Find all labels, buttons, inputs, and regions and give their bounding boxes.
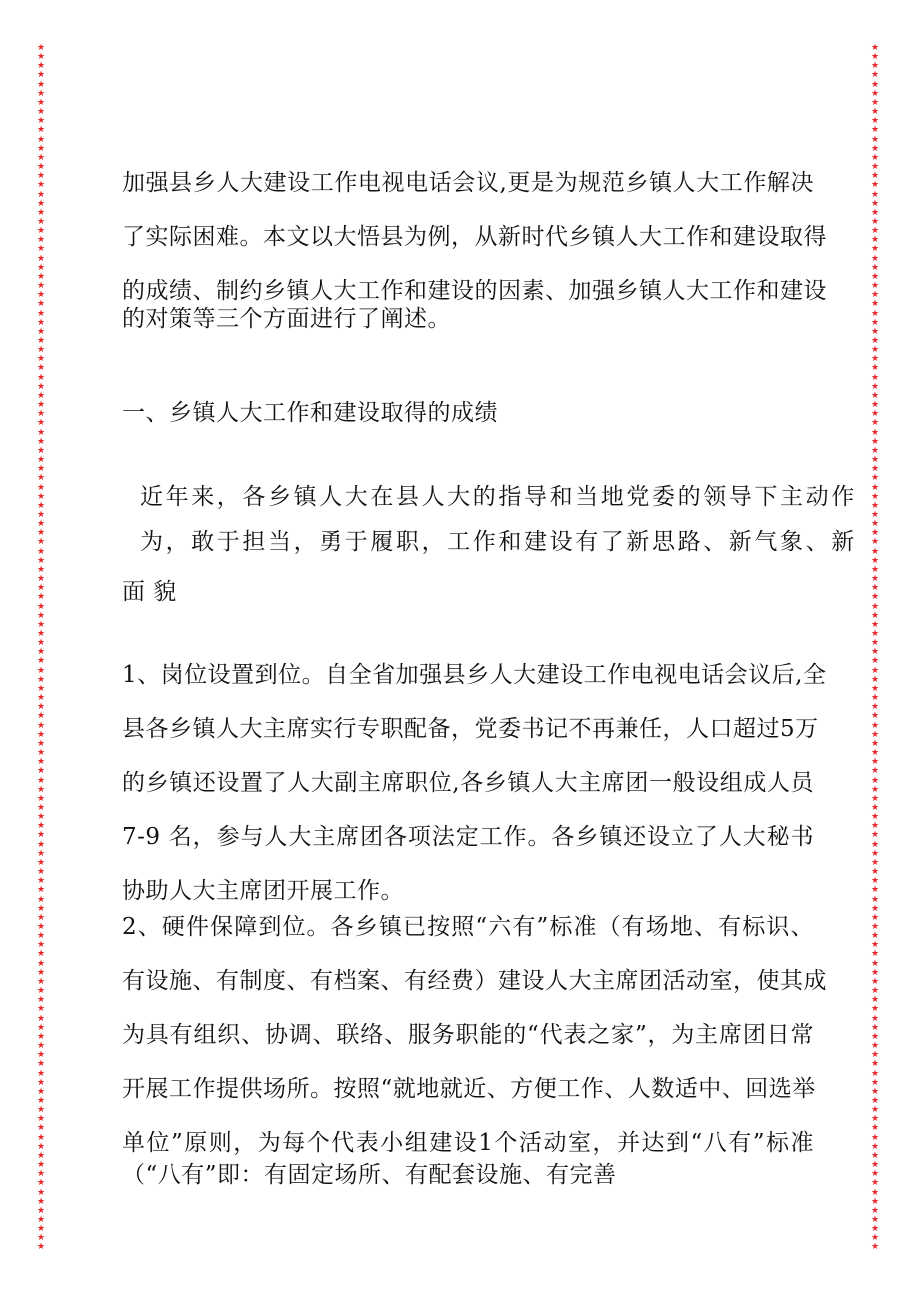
intro-line-4: 的对策等三个方面进行了阐述。 bbox=[122, 306, 451, 332]
recent-line-3: 面 貌 bbox=[122, 579, 177, 605]
item2-line-2: 有设施、有制度、有档案、有经费）建设人大主席团活动室，使其成 bbox=[122, 968, 827, 994]
item1-line-4: 7-9 名，参与人大主席团各项法定工作。各乡镇还设立了人大秘书 bbox=[122, 824, 814, 850]
item2-line-3: 为具有组织、协调、联络、服务职能的“代表之家”，为主席团日常 bbox=[122, 1022, 814, 1048]
item1-line-2: 县各乡镇人大主席实行专职配备，党委书记不再兼任，人口超过5万 bbox=[122, 716, 819, 742]
item2-line-6: （“八有”即：有固定场所、有配套设施、有完善 bbox=[122, 1162, 617, 1188]
intro-line-3: 的成绩、制约乡镇人大工作和建设的因素、加强乡镇人大工作和建设 bbox=[122, 278, 827, 304]
recent-line-2: 为，敢于担当，勇于履职，工作和建设有了新思路、新气象、新 bbox=[140, 529, 857, 555]
left-star-border: ★ ★ ★ ★ ★ ★ ★ ★ ★ ★ ★ ★ ★ ★ ★ ★ ★ ★ ★ ★ ★ ★ ★ ★ ★ ★ ★ ★ ★ ★ ★ ★ ★ ★ ★ ★ ★ ★ ★ ★ ★ ★ ★ ★ ★ ★ ★ ★ ★ ★ ★ ★ ★ ★ ★ ★ ★ ★ ★ ★ ★ ★ ★ ★ ★ ★ ★ ★ ★ ★ ★ ★ ★ ★ ★ ★ ★ ★ ★ ★ ★ ★ ★ ★ ★ ★ ★ ★ ★ ★ ★ ★ ★ ★ ★ ★ ★ ★ ★ ★ ★ ★ ★ ★ ★ ★ ★ ★ ★ ★ ★ ★ ★ ★ ★ ★ ★ ★ ★ ★ ★ ★ ★ ★ ★ ★ ★ ★ ★ ★ ★ ★ bbox=[36, 44, 46, 1253]
item2-line-5: 单位”原则，为每个代表小组建设1个活动室，并达到“八有”标准 bbox=[122, 1130, 814, 1156]
item1-line-3: 的乡镇还设置了人大副主席职位,各乡镇人大主席团一般设组成人员 bbox=[122, 770, 814, 796]
section-heading: 一、乡镇人大工作和建设取得的成绩 bbox=[122, 400, 498, 426]
item1-line-1: 1、岗位设置到位。自全省加强县乡人大建设工作电视电话会议后,全 bbox=[122, 662, 827, 688]
item2-line-4: 开展工作提供场所。按照“就地就近、方便工作、人数适中、回选举 bbox=[122, 1076, 816, 1102]
intro-line-1: 加强县乡人大建设工作电视电话会议,更是为规范乡镇人大工作解决 bbox=[122, 170, 814, 196]
right-star-border: ★ ★ ★ ★ ★ ★ ★ ★ ★ ★ ★ ★ ★ ★ ★ ★ ★ ★ ★ ★ ★ ★ ★ ★ ★ ★ ★ ★ ★ ★ ★ ★ ★ ★ ★ ★ ★ ★ ★ ★ ★ ★ ★ ★ ★ ★ ★ ★ ★ ★ ★ ★ ★ ★ ★ ★ ★ ★ ★ ★ ★ ★ ★ ★ ★ ★ ★ ★ ★ ★ ★ ★ ★ ★ ★ ★ ★ ★ ★ ★ ★ ★ ★ ★ ★ ★ ★ ★ ★ ★ ★ ★ ★ ★ ★ ★ ★ ★ ★ ★ ★ ★ ★ ★ ★ ★ ★ ★ ★ ★ ★ ★ ★ ★ ★ ★ ★ ★ ★ ★ ★ ★ ★ ★ ★ ★ ★ ★ ★ ★ ★ ★ bbox=[870, 44, 880, 1253]
recent-line-1: 近年来，各乡镇人大在县人大的指导和当地党委的领导下主动作 bbox=[140, 484, 857, 510]
intro-line-2: 了实际困难。本文以大悟县为例，从新时代乡镇人大工作和建设取得 bbox=[122, 224, 827, 250]
item2-line-1: 2、硬件保障到位。各乡镇已按照“六有”标准（有场地、有标识、 bbox=[122, 914, 814, 940]
item1-line-5: 协助人大主席团开展工作。 bbox=[122, 878, 404, 904]
